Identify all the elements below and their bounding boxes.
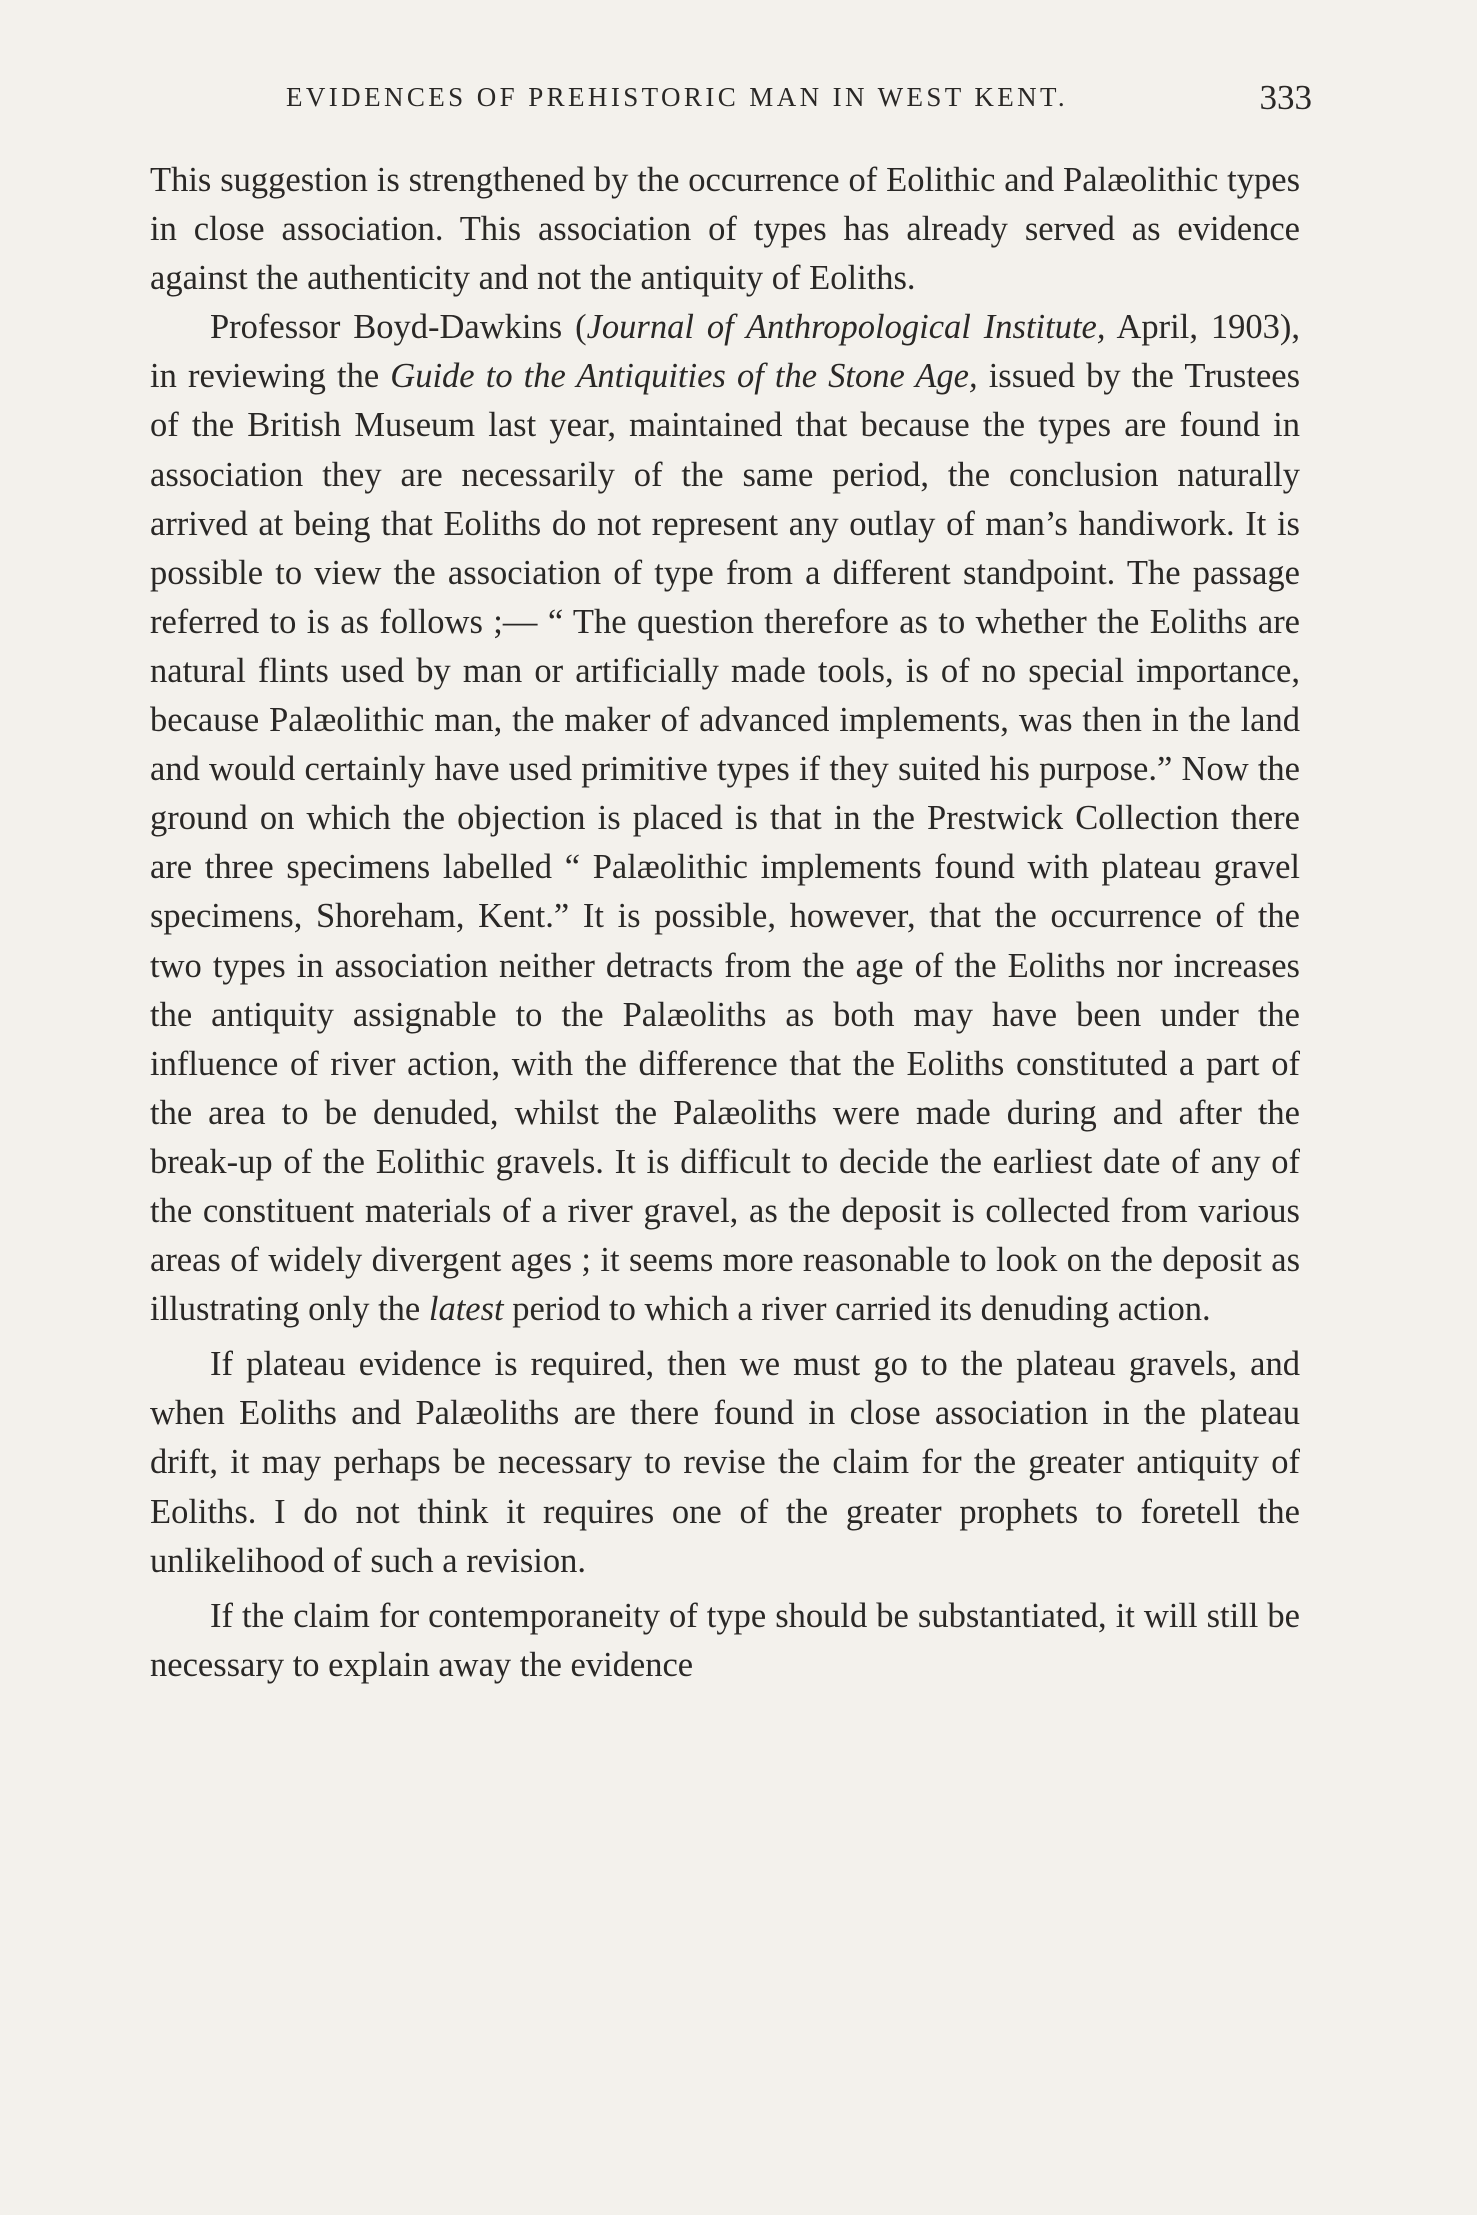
page-number: 333 [1259,78,1312,117]
text-segment: Professor Boyd-Dawkins ( [210,308,587,347]
text-segment: issued by the Trustees of the British Museum last year, maintained that because the types are found in association they are necessarily of the same period, the conclusion naturally arrived at being that Eoliths do not represent any outlay of man’s handiwork. It is possible to view the association of type from a different standpoint. The passage referred to is as follows ;— “ The question therefore as to whether the Eoliths are natural flints used by man or artificially made tools, is of no special importance, because Palæolithic man, the maker of advanced implements, was then in the land and would certainly have used primitive types if they suited his purpose.” Now the ground on which the objection is placed is that in the Prestwick Collection there are three specimens labelled “ Palæolithic implements found with plateau gravel specimens, Shoreham, Kent.” It is possible, however, that the occurrence of the two types in association neither detracts from the age of the Eoliths nor increases the antiquity assignable to the Palæoliths as both may have been under the influence of river action, with the difference that the Eoliths constituted a part of the area to be denuded, whilst the Palæoliths were made during and after the break-up of the Eolithic gravels. It is difficult to decide the earliest date of any of the constituent materials of a river gravel, as the deposit is collected from various areas of widely divergent ages ; it seems more reasonable to look on the deposit as illustrating only the [150,357,1300,1329]
body-text [150,156,1300,1690]
paragraph-eolithic-association: This suggestion is strengthened by the occurrence of Eolithic and Palæolithic types in close association. This association of types has already served as evidence against the authenticity and not the antiquity of Eoliths. [150,161,1300,298]
text-segment: period to which a river carried its denuding action. [503,1290,1211,1329]
paragraph-contemporaneity: If the claim for contemporaneity of type should be substantiated, it will still be necessary to explain away the evidence [150,1596,1300,1684]
text-segment: April, 1903), in reviewing the [150,308,1300,396]
journal-title: Journal of Anthropological Institute, [586,308,1106,347]
page-header [150,78,1320,128]
guide-title: Guide to the Antiquities of the Stone Age, [390,357,978,396]
emphasis-latest: latest [428,1290,504,1329]
paragraph-plateau-evidence: If plateau evidence is required, then we must go to the plateau gravels, and when Eoliths and Palæoliths are there found in close association in the plateau drift, it may perhaps be necessary to revise the claim for the greater antiquity of Eoliths. I do not think it requires one of the greater prophets to foretell the unlikelihood of such a revision. [150,1345,1300,1580]
running-head: EVIDENCES OF PREHISTORIC MAN IN WEST KENT. [286,82,1069,112]
paragraph-boyd-dawkins [150,303,1300,1334]
